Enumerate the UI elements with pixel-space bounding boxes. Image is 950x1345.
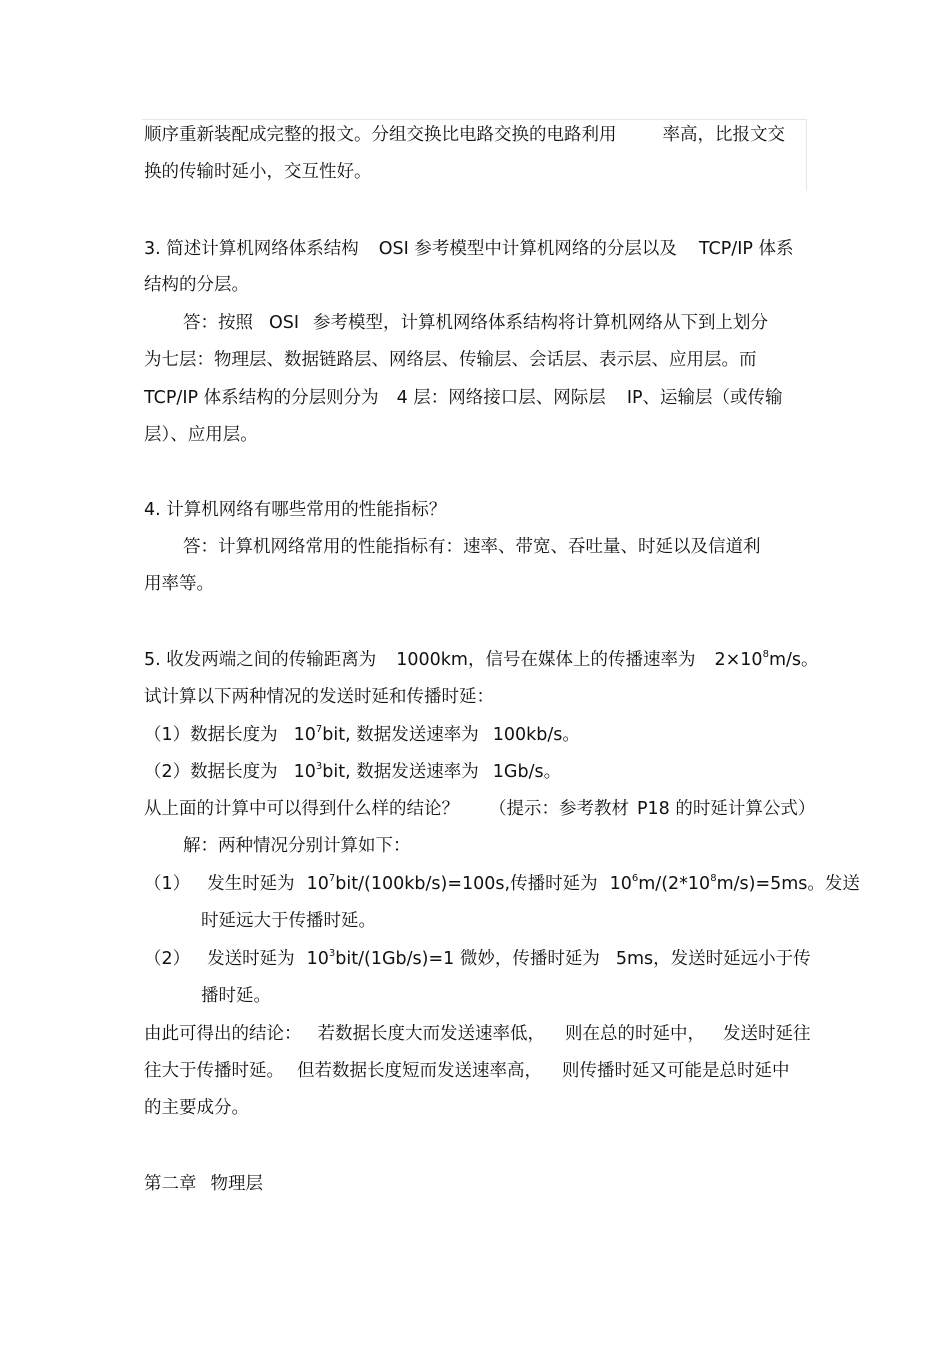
question-4-line: 4. 计算机网络有哪些常用的性能指标？ — [144, 500, 447, 520]
question-3-line — [144, 241, 793, 259]
text-span: TCP/IP 体系 — [698, 239, 794, 259]
text-span: 1000km，信号在媒体上的传播速率为 — [396, 650, 696, 670]
text-span: 从上面的计算中可以得到什么样的结论？ — [144, 799, 459, 819]
text-line: 用率等。 — [144, 574, 214, 594]
text-line: 结构的分层。 — [144, 275, 249, 295]
text-span: 10 — [293, 725, 316, 745]
text-span: m/(2*10 — [638, 874, 711, 894]
text-span: bit/(100kb/s)=100s,传播时延为 — [335, 874, 598, 894]
text-span: 但若数据长度短而发送速率高， — [297, 1061, 542, 1081]
conclusion-line — [144, 1063, 790, 1081]
text-span: 发送时延往 — [723, 1024, 811, 1044]
text-span: 10 — [306, 874, 329, 894]
text-span: bit, 数据发送速率为 — [322, 762, 479, 782]
solution-2-line — [144, 948, 811, 969]
text-span: m/s)=5ms。发送 — [716, 874, 860, 894]
text-line: 播时延。 — [201, 986, 271, 1006]
superscript: 3 — [328, 948, 336, 959]
superscript: 7 — [328, 873, 336, 884]
text-line: 时延远大于传播时延。 — [201, 911, 376, 931]
text-span: 3. 简述计算机网络体系结构 — [144, 239, 359, 259]
text-span: 由此可得出的结论： — [144, 1024, 302, 1044]
answer-line: 答：计算机网络常用的性能指标有：速率、带宽、吞吐量、时延以及信道利 — [183, 537, 761, 557]
superscript: 3 — [315, 761, 323, 772]
text-span: 10 — [609, 874, 632, 894]
solution-1-line — [144, 873, 860, 894]
text-span: 2×10 — [714, 650, 763, 670]
text-span: （1） — [144, 874, 191, 894]
text-span: 10 — [293, 762, 316, 782]
text-line: 换的传输时延小，交互性好。 — [144, 162, 372, 182]
text-span: （2） — [144, 949, 191, 969]
question-5-line — [144, 649, 819, 670]
solution-intro: 解：两种情况分别计算如下： — [183, 836, 411, 856]
superscript: 7 — [315, 724, 323, 735]
text-span: IP、运输层（或传输 — [626, 388, 783, 408]
text-span: P18 的时延计算公式） — [637, 799, 816, 819]
conclusion-line: 的主要成分。 — [144, 1098, 249, 1118]
text-span: 若数据长度大而发送速率低， — [317, 1024, 545, 1044]
text-span: 5. 收发两端之间的传输距离为 — [144, 650, 377, 670]
case-2-line — [144, 761, 562, 782]
text-line: 试计算以下两种情况的发送时延和传播时延： — [144, 687, 494, 707]
text-span: 率高，比报文交 — [662, 125, 785, 145]
case-1-line — [144, 724, 580, 745]
answer-line — [183, 315, 768, 333]
text-line — [144, 127, 785, 145]
text-span: 则在总的时延中， — [565, 1024, 705, 1044]
text-span: （1）数据长度为 — [144, 725, 278, 745]
superscript: 8 — [710, 873, 717, 884]
superscript: 6 — [631, 873, 639, 884]
text-line — [144, 390, 783, 408]
text-span: （2）数据长度为 — [144, 762, 278, 782]
text-span: bit/(1Gb/s)=1 微妙，传播时延为 — [335, 949, 600, 969]
text-span: 1Gb/s。 — [492, 762, 562, 782]
text-span: 发送时延为 — [207, 949, 295, 969]
text-span: m/s。 — [768, 650, 819, 670]
text-span: 发生时延为 — [207, 874, 295, 894]
text-span: bit, 数据发送速率为 — [322, 725, 479, 745]
chapter-title: 物理层 — [210, 1174, 263, 1194]
text-span: 顺序重新装配成完整的报文。分组交换比电路交换的电路利用 — [144, 125, 617, 145]
text-span: 4 层：网络接口层、网际层 — [396, 388, 606, 408]
chapter-heading — [144, 1176, 263, 1194]
text-span: （提示：参考教材 — [489, 799, 629, 819]
text-span: 参考模型，计算机网络体系结构将计算机网络从下到上划分 — [313, 313, 769, 333]
text-span: 100kb/s。 — [492, 725, 580, 745]
chapter-label: 第二章 — [144, 1174, 197, 1194]
superscript: 8 — [762, 649, 769, 660]
text-span: 则传播时延又可能是总时延中 — [562, 1061, 790, 1081]
text-span: 5ms，发送时延远小于传 — [615, 949, 811, 969]
text-span: 10 — [306, 949, 329, 969]
text-line: 为七层：物理层、数据链路层、网络层、传输层、会话层、表示层、应用层。而 — [144, 350, 757, 370]
conclusion-line — [144, 1026, 811, 1044]
text-span: 答：按照 — [183, 313, 253, 333]
text-span: OSI — [269, 313, 300, 333]
text-span: 往大于传播时延。 — [144, 1061, 284, 1081]
text-line — [144, 801, 815, 819]
text-span: TCP/IP 体系结构的分层则分为 — [144, 388, 379, 408]
text-span: OSI 参考模型中计算机网络的分层以及 — [378, 239, 677, 259]
text-line: 层）、应用层。 — [144, 425, 258, 445]
